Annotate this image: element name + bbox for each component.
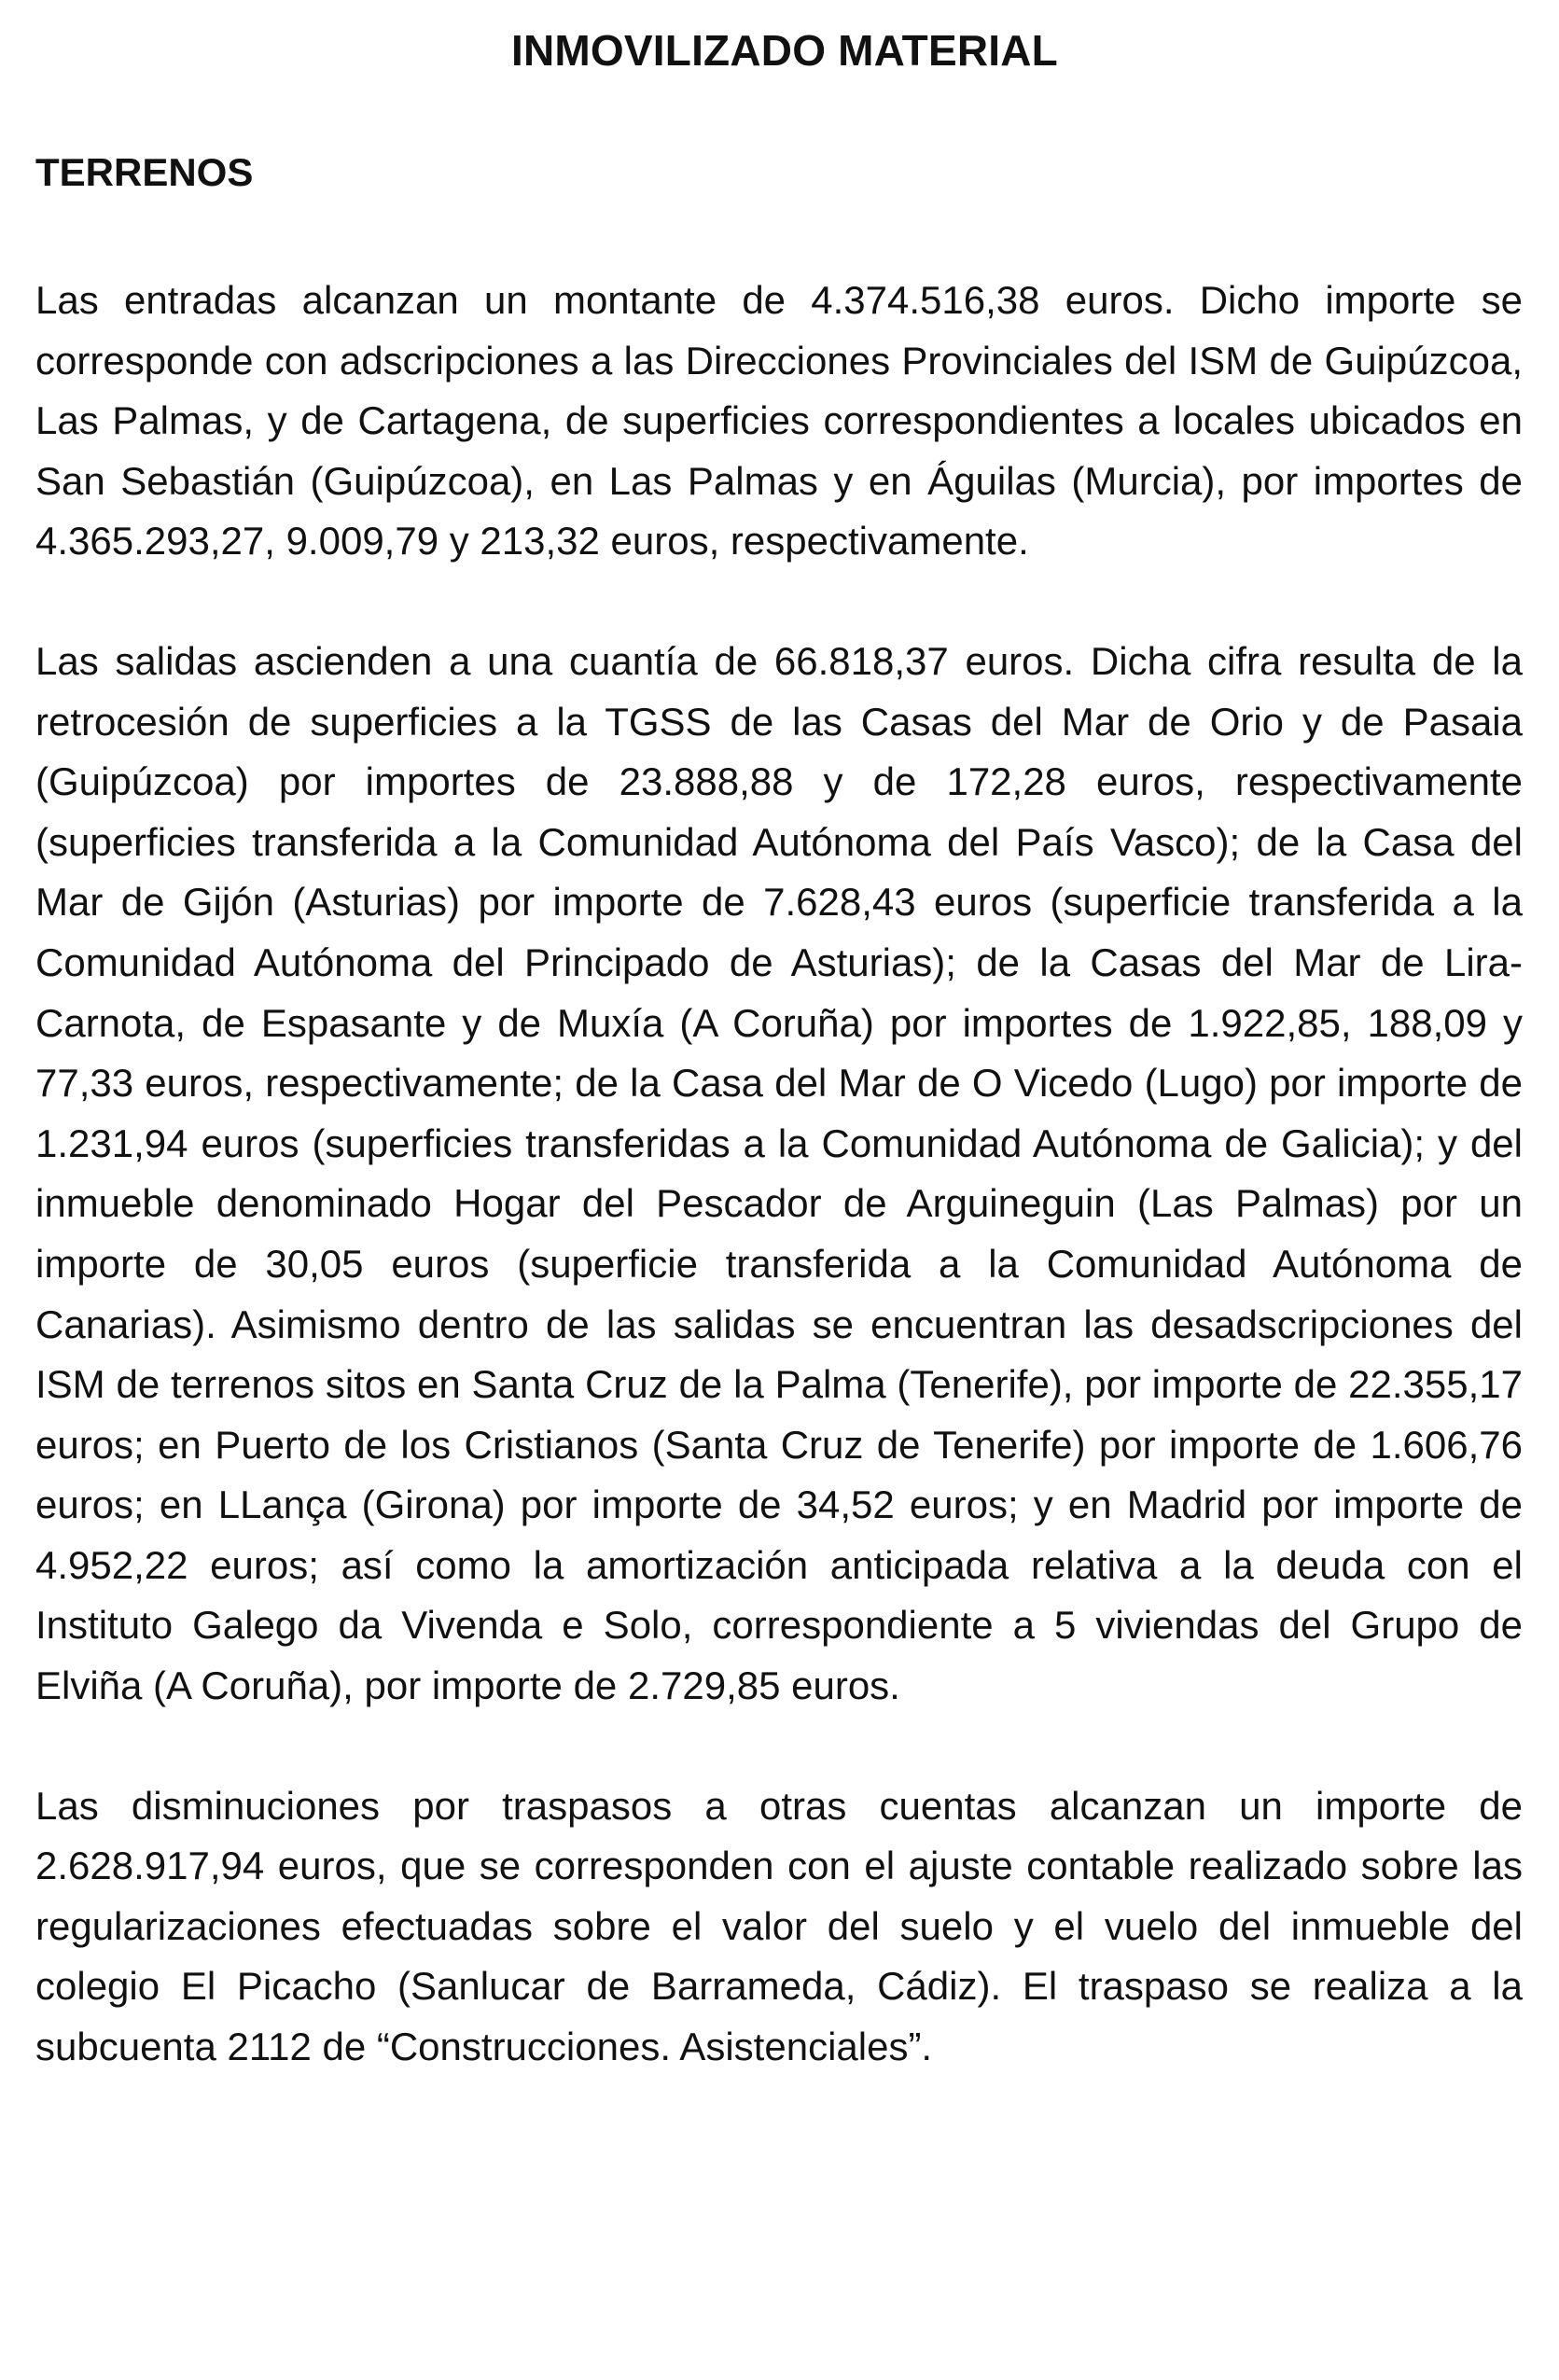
paragraph-entradas: Las entradas alcanzan un montante de 4.374.516,38 euros. Dicho importe se corresponde con adscripciones a las Direcciones Provinciales del ISM de Guipúzcoa, Las Palmas, y de Cartagena, de superficies correspondientes a locales ubicados en San Sebastián (Guipúzcoa), en Las Palmas y en Águilas (Murcia), por importes de 4.365.293,27, 9.009,79 y 213,32 euros, respectivamente. [35,278,1523,564]
document-page [35,0,1523,2078]
document-title: INMOVILIZADO MATERIAL [511,26,1058,75]
section-heading-terrenos: TERRENOS [35,150,254,194]
paragraph-disminuciones: Las disminuciones por traspasos a otras cuentas alcanzan un importe de 2.628.917,94 euros, que se corresponden con el ajuste contable realizado sobre las regularizaciones efectuadas sobre el valor del suelo y el vuelo del inmueble del colegio El Picacho (Sanlucar de Barrameda, Cádiz). El traspaso se realiza a la subcuenta 2112 de “Construcciones. Asistenciales”. [35,1783,1523,2069]
paragraph-salidas: Las salidas ascienden a una cuantía de 66.818,37 euros. Dicha cifra resulta de la retrocesión de superficies a la TGSS de las Casas del Mar de Orio y de Pasaia (Guipúzcoa) por importes de 23.888,88 y de 172,28 euros, respectivamente (superficies transferida a la Comunidad Autónoma del País Vasco); de la Casa del Mar de Gijón (Asturias) por importe de 7.628,43 euros (superficie transferida a la Comunidad Autónoma del Principado de Asturias); de la Casas del Mar de Lira-Carnota, de Espasante y de Muxía (A Coruña) por importes de 1.922,85, 188,09 y 77,33 euros, respectivamente; de la Casa del Mar de O Vicedo (Lugo) por importe de 1.231,94 euros (superficies transferidas a la Comunidad Autónoma de Galicia); y del inmueble denominado Hogar del Pescador de Arguineguin (Las Palmas) por un importe de 30,05 euros (superficie transferida a la Comunidad Autónoma de Canarias). Asimismo dentro de las salidas se encuentran las desadscripciones del ISM de terrenos sitos en Santa Cruz de la Palma (Tenerife), por importe de 22.355,17 euros; en Puerto de los Cristianos (Santa Cruz de Tenerife) por importe de 1.606,76 euros; en LLança (Girona) por importe de 34,52 euros; y en Madrid por importe de 4.952,22 euros; así como la amortización anticipada relativa a la deuda con el Instituto Galego da Vivenda e Solo, correspondiente a 5 viviendas del Grupo de Elviña (A Coruña), por importe de 2.729,85 euros. [35,638,1523,1708]
